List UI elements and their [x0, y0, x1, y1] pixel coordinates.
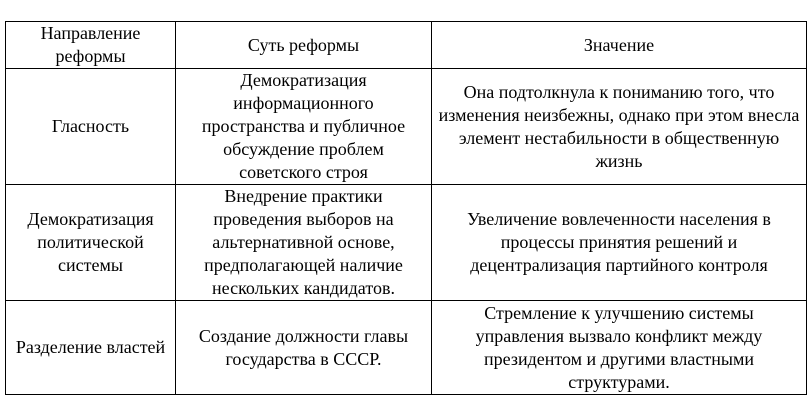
table-row — [6, 69, 807, 185]
table-row — [6, 185, 807, 301]
cell-significance: Она подтолкнула к пониманию того, что изменения неизбежны, однако при этом внесла элемент нестабильности в общественную жизнь — [432, 69, 807, 185]
reform-table — [5, 21, 807, 395]
cell-essence: Демократизация информационного пространства и публичное обсуждение проблем советского строя — [176, 69, 432, 185]
header-significance: Значение — [432, 22, 807, 69]
cell-significance: Увеличение вовлеченности населения в процессы принятия решений и децентрализация партийного контроля — [432, 185, 807, 301]
header-essence: Суть реформы — [176, 22, 432, 69]
cell-direction: Гласность — [6, 69, 176, 185]
cell-direction: Разделение властей — [6, 301, 176, 395]
cell-direction: Демократизация политической системы — [6, 185, 176, 301]
cell-essence: Внедрение практики проведения выборов на альтернативной основе, предполагающей наличие нескольких кандидатов. — [176, 185, 432, 301]
table-header-row — [6, 22, 807, 69]
table-row — [6, 301, 807, 395]
cell-significance: Стремление к улучшению системы управления вызвало конфликт между президентом и другими властными структурами. — [432, 301, 807, 395]
cell-essence: Создание должности главы государства в СССР. — [176, 301, 432, 395]
header-direction: Направление реформы — [6, 22, 176, 69]
